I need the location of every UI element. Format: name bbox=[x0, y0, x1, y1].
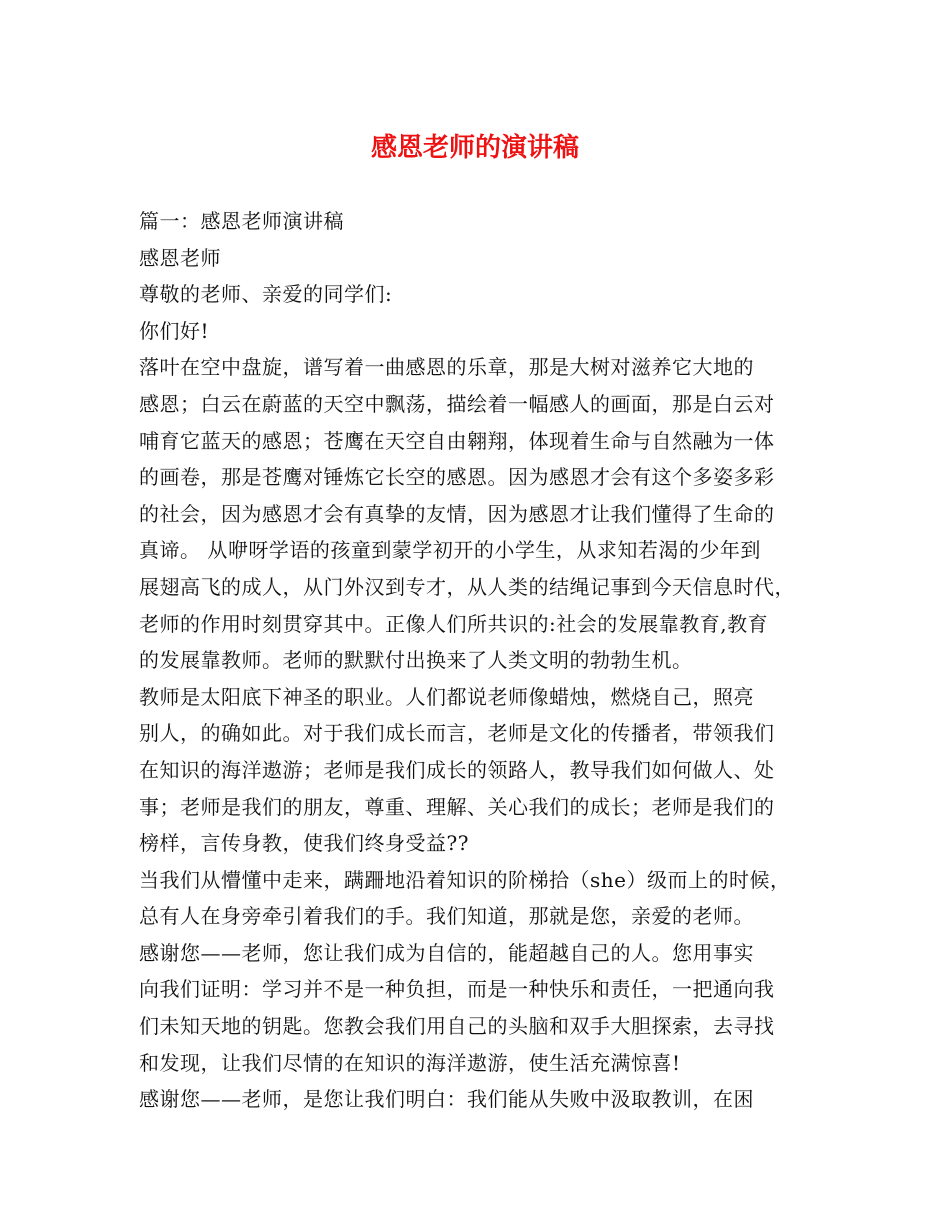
text-line: 老师的作用时刻贯穿其中。正像人们所共识的:社会的发展靠教育,教育 bbox=[139, 611, 769, 636]
text-line: 落叶在空中盘旋，谱写着一曲感恩的乐章，那是大树对滋养它大地的 bbox=[139, 355, 754, 380]
text-line: 篇一：感恩老师演讲稿 bbox=[139, 209, 344, 233]
text-line: 感恩老师 bbox=[139, 245, 221, 270]
text-line: 感谢您——老师，是您让我们明白：我们能从失败中汲取教训，在困 bbox=[139, 1087, 754, 1112]
text-line: 别人，的确如此。对于我们成长而言，老师是文化的传播者，带领我们 bbox=[139, 721, 775, 746]
text-line: 事；老师是我们的朋友，尊重、理解、关心我们的成长；老师是我们的 bbox=[139, 794, 775, 819]
text-line: 的社会，因为感恩才会有真挚的友情，因为感恩才让我们懂得了生命的 bbox=[139, 501, 775, 526]
text-line: 感谢您——老师，您让我们成为自信的，能超越自己的人。您用事实 bbox=[139, 940, 754, 965]
text-line: 当我们从懵懂中走来，蹒跚地沿着知识的阶梯拾（she）级而上的时候， bbox=[139, 867, 791, 892]
text-line: 尊敬的老师、亲爱的同学们: bbox=[139, 282, 393, 307]
text-line: 总有人在身旁牵引着我们的手。我们知道，那就是您，亲爱的老师。 bbox=[139, 904, 754, 929]
text-line: 的画卷，那是苍鹰对锤炼它长空的感恩。因为感恩才会有这个多姿多彩 bbox=[139, 465, 775, 490]
text-line: 的发展靠教师。老师的默默付出换来了人类文明的勃勃生机。 bbox=[139, 648, 693, 673]
document-title: 感恩老师的演讲稿 bbox=[370, 133, 579, 163]
document-body bbox=[139, 203, 815, 1118]
text-line: 和发现，让我们尽情的在知识的海洋遨游，使生活充满惊喜! bbox=[139, 1050, 681, 1075]
text-line: 真谛。 从咿呀学语的孩童到蒙学初开的小学生，从求知若渴的少年到 bbox=[139, 538, 761, 563]
text-line: 向我们证明：学习并不是一种负担，而是一种快乐和责任，一把通向我 bbox=[139, 977, 775, 1002]
text-line: 感恩；白云在蔚蓝的天空中飘荡，描绘着一幅感人的画面，那是白云对 bbox=[139, 391, 775, 416]
text-line: 你们好! bbox=[139, 318, 210, 343]
text-line: 榜样，言传身教，使我们终身受益?? bbox=[139, 831, 469, 856]
text-line: 教师是太阳底下神圣的职业。人们都说老师像蜡烛，燃烧自己，照亮 bbox=[139, 684, 754, 709]
text-line: 们未知天地的钥匙。您教会我们用自己的头脑和双手大胆探索，去寻找 bbox=[139, 1014, 775, 1039]
text-line: 在知识的海洋遨游；老师是我们成长的领路人，教导我们如何做人、处 bbox=[139, 757, 775, 782]
text-line: 展翅高飞的成人，从门外汉到专才，从人类的结绳记事到今天信息时代， bbox=[139, 574, 795, 599]
text-line: 哺育它蓝天的感恩；苍鹰在天空自由翱翔，体现着生命与自然融为一体 bbox=[139, 428, 775, 453]
